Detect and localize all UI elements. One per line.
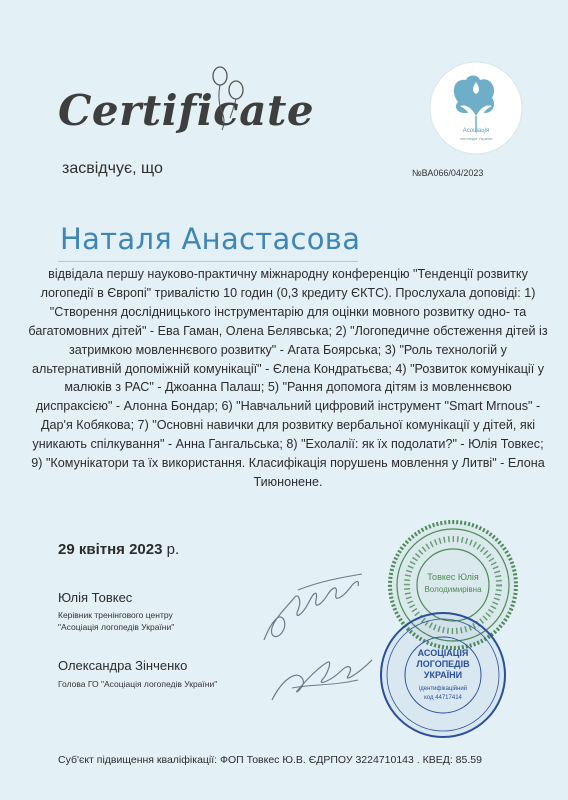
signer-2-name: Олександра Зінченко	[58, 658, 188, 673]
recipient-name: Наталя Анастасова	[60, 222, 361, 256]
blue-stamp-line1: АСОЦІАЦІЯ	[417, 648, 469, 658]
blue-stamp	[378, 610, 508, 740]
blue-stamp-line2: ЛОГОПЕДІВ	[416, 659, 470, 669]
logo-subcaption: логопедів України	[459, 136, 493, 141]
certificate-number: №ВА066/04/2023	[412, 168, 484, 178]
issue-date-suffix: р.	[162, 541, 180, 558]
certificate-body: відвідала першу науково-практичну міжнародну конференцію "Тенденції розвитку логопедії в Європі" тривалістю 10 годин (0,3 кредиту ЄКТС). Прослухала доповіді: 1) "Створення дослідницького інструментарію для оцінки мовного розвитку одно- та багатомовних дітей" - Ева Гаман, Олена Белявська; 2) "Логопедичне обстеження дітей із затримкою мовленнєвого розвитку" - Агата Боярська; 3) "Роль технологій у альтернативній допоміжній комунікації" - Єлена Кондратьєва; 4) "Розвиток комунікації у малюків з РАС" - Джоанна Палаш; 5) "Рання допомога дітям із мовленнєвою диспраксією" - Алонна Бондар; 6) "Навчальний цифровий інструмент "Smart Mrnous" - Дар'я Кобякова; 7) "Основні навички для розвитку вербальної комунікації у дітей, які уникають спілкування" - Анна Гангальська; 8) "Ехолалії: як їх подолати?" - Юлія Товкес; 9) "Комунікатори та їх використання. Класифікація порушень мовлення у Литві" - Елона Тиюнонене.	[28, 267, 548, 489]
green-stamp-line1: Товкес Юлія	[427, 572, 479, 582]
issue-date	[58, 541, 179, 558]
certifies-label: засвідчує, що	[62, 160, 163, 177]
blue-stamp-line3: УКРАЇНИ	[423, 670, 463, 680]
green-stamp-line2: Володимирівна	[424, 585, 482, 594]
blue-stamp-line5: код 44717414	[424, 695, 462, 701]
association-logo	[420, 60, 532, 160]
balloons-icon	[200, 62, 250, 132]
signer-1-role: Керівник тренінгового центру	[58, 610, 173, 620]
name-underline	[58, 261, 358, 262]
logo-caption: Асоціація	[462, 128, 490, 134]
footer-qualification-info: Суб'єкт підвищення кваліфікації: ФОП Товкес Ю.В. ЄДРПОУ 3224710143 . КВЕД: 85.59	[58, 754, 482, 766]
signature-2	[262, 640, 382, 710]
issue-date-value: 29 квітня 2023	[58, 541, 163, 558]
signer-1-role-org: "Асоціація логопедів України"	[58, 622, 175, 632]
signature-1	[258, 560, 368, 650]
blue-stamp-line4: ідентифікаційний	[418, 686, 468, 692]
signer-1-name: Юлія Товкес	[58, 590, 133, 605]
signer-2-role: Голова ГО "Асоціація логопедів України"	[58, 679, 218, 689]
certificate-title: Certificate	[58, 86, 315, 135]
